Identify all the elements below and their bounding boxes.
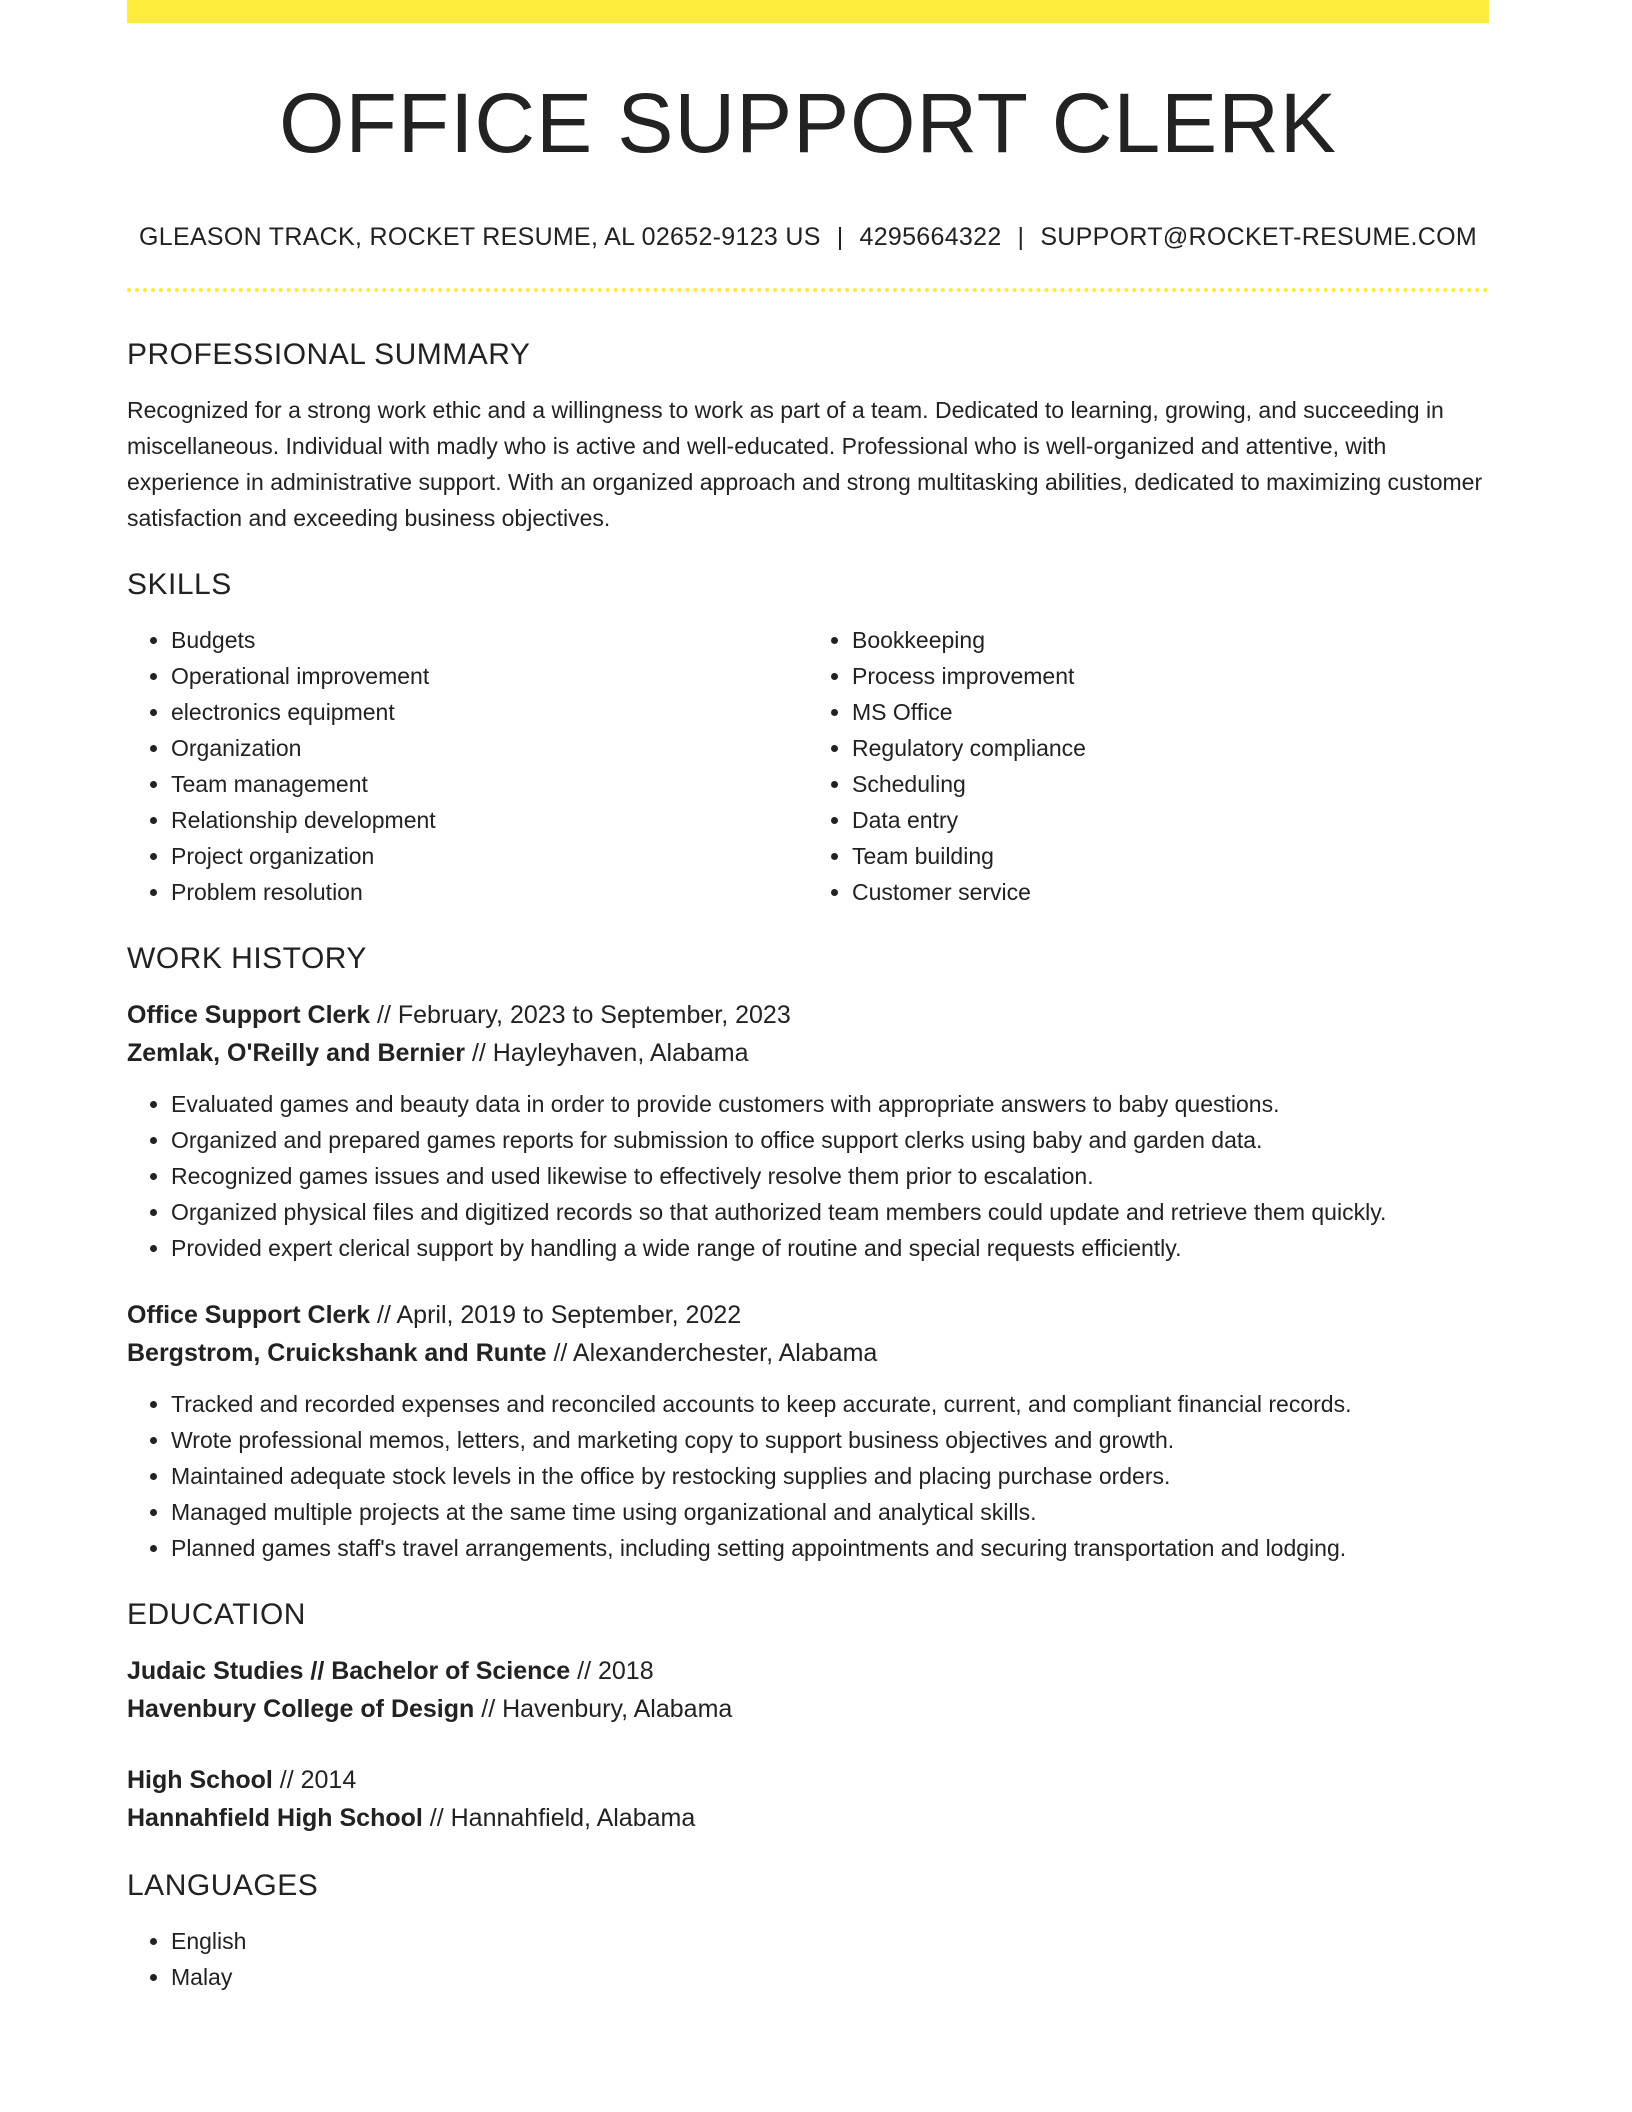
resume-title: OFFICE SUPPORT CLERK — [279, 76, 1337, 170]
skill-item: • Team management — [171, 766, 808, 802]
skill-item: • Relationship development — [171, 802, 808, 838]
job-title-line — [127, 996, 1489, 1034]
skill-item: • Operational improvement — [171, 658, 808, 694]
education-heading: EDUCATION — [127, 1598, 306, 1631]
skill-item: • Process improvement — [852, 658, 1489, 694]
resume-page — [127, 0, 1489, 1995]
contact-address: GLEASON TRACK, ROCKET RESUME, AL 02652-9123 US — [139, 223, 821, 251]
job-dates: // February, 2023 to September, 2023 — [370, 1001, 791, 1029]
skill-item: • Organization — [171, 730, 808, 766]
skill-item: • Customer service — [852, 874, 1489, 910]
skills-column-left — [127, 622, 808, 910]
job-dates: // April, 2019 to September, 2022 — [370, 1301, 742, 1329]
summary-text: Recognized for a strong work ethic and a willingness to work as part of a team. Dedicated to learning, growing, and succeeding in miscellaneous. Individual with madly who is active and well-educated. Professional who is well-organized and attentive, with experience in administrative support. With an organized approach and strong multitasking abilities, dedicated to maximizing customer satisfaction and exceeding business objectives. — [127, 397, 1483, 531]
education-school: Havenbury College of Design — [127, 1695, 475, 1723]
job-entry — [127, 1296, 1489, 1566]
job-bullet: • Evaluated games and beauty data in order to provide customers with appropriate answers to baby questions. — [171, 1086, 1489, 1122]
languages-list — [127, 1923, 1489, 1995]
education-entry — [127, 1761, 1489, 1837]
language-item: • Malay — [171, 1959, 1489, 1995]
job-bullet: • Tracked and recorded expenses and reconciled accounts to keep accurate, current, and compliant financial records. — [171, 1386, 1489, 1422]
skill-item: • Team building — [852, 838, 1489, 874]
job-bullet: • Organized physical files and digitized records so that authorized team members could update and retrieve them quickly. — [171, 1194, 1489, 1230]
job-bullets — [127, 1086, 1489, 1266]
job-bullet: • Wrote professional memos, letters, and marketing copy to support business objectives and growth. — [171, 1422, 1489, 1458]
education-entry — [127, 1652, 1489, 1728]
contact-phone: 4295664322 — [859, 223, 1002, 251]
skill-item: • Project organization — [171, 838, 808, 874]
contact-email: SUPPORT@ROCKET-RESUME.COM — [1040, 223, 1477, 251]
contact-line — [127, 223, 1489, 252]
language-item: • English — [171, 1923, 1489, 1959]
job-bullet: • Managed multiple projects at the same time using organizational and analytical skills. — [171, 1494, 1489, 1530]
job-company: Zemlak, O'Reilly and Bernier — [127, 1039, 466, 1067]
dotted-divider — [127, 288, 1489, 292]
education-school-line — [127, 1690, 1489, 1728]
job-company-line — [127, 1034, 1489, 1072]
job-bullets — [127, 1386, 1489, 1566]
skill-item: • Bookkeeping — [852, 622, 1489, 658]
education-degree-line — [127, 1652, 1489, 1690]
job-title-line — [127, 1296, 1489, 1334]
skill-item: • Budgets — [171, 622, 808, 658]
skills-column-right — [808, 622, 1489, 910]
education-degree-line — [127, 1761, 1489, 1799]
job-company: Bergstrom, Cruickshank and Runte — [127, 1339, 547, 1367]
education-location: // Havenbury, Alabama — [474, 1695, 733, 1723]
job-company-line — [127, 1334, 1489, 1372]
skill-item: • Scheduling — [852, 766, 1489, 802]
job-title: Office Support Clerk — [127, 1301, 371, 1329]
contact-separator: | — [836, 223, 844, 251]
job-location: // Alexanderchester, Alabama — [546, 1339, 878, 1367]
job-bullet: • Recognized games issues and used likewise to effectively resolve them prior to escalation. — [171, 1158, 1489, 1194]
skill-item: • Data entry — [852, 802, 1489, 838]
job-location: // Hayleyhaven, Alabama — [465, 1039, 749, 1067]
job-bullet: • Organized and prepared games reports for submission to office support clerks using baby and garden data. — [171, 1122, 1489, 1158]
job-bullet: • Planned games staff's travel arrangements, including setting appointments and securing transportation and lodging. — [171, 1530, 1489, 1566]
work-history-heading: WORK HISTORY — [127, 942, 367, 975]
education-school: Hannahfield High School — [127, 1804, 423, 1832]
education-degree: Judaic Studies // Bachelor of Science — [127, 1657, 571, 1685]
education-degree: High School — [127, 1766, 273, 1794]
education-location: // Hannahfield, Alabama — [422, 1804, 696, 1832]
skill-item: • Regulatory compliance — [852, 730, 1489, 766]
job-title: Office Support Clerk — [127, 1001, 371, 1029]
skills-list — [127, 622, 1489, 910]
skills-heading: SKILLS — [127, 568, 232, 601]
contact-separator: | — [1017, 223, 1025, 251]
skill-item: • MS Office — [852, 694, 1489, 730]
languages-heading: LANGUAGES — [127, 1869, 319, 1902]
education-school-line — [127, 1799, 1489, 1837]
job-entry — [127, 996, 1489, 1266]
skill-item: • Problem resolution — [171, 874, 808, 910]
job-bullet: • Maintained adequate stock levels in the office by restocking supplies and placing purchase orders. — [171, 1458, 1489, 1494]
skill-item: • electronics equipment — [171, 694, 808, 730]
summary-heading: PROFESSIONAL SUMMARY — [127, 338, 531, 371]
accent-top-bar — [127, 0, 1489, 23]
education-year: // 2018 — [570, 1657, 654, 1685]
education-year: // 2014 — [272, 1766, 357, 1794]
job-bullet: • Provided expert clerical support by handling a wide range of routine and special requests efficiently. — [171, 1230, 1489, 1266]
